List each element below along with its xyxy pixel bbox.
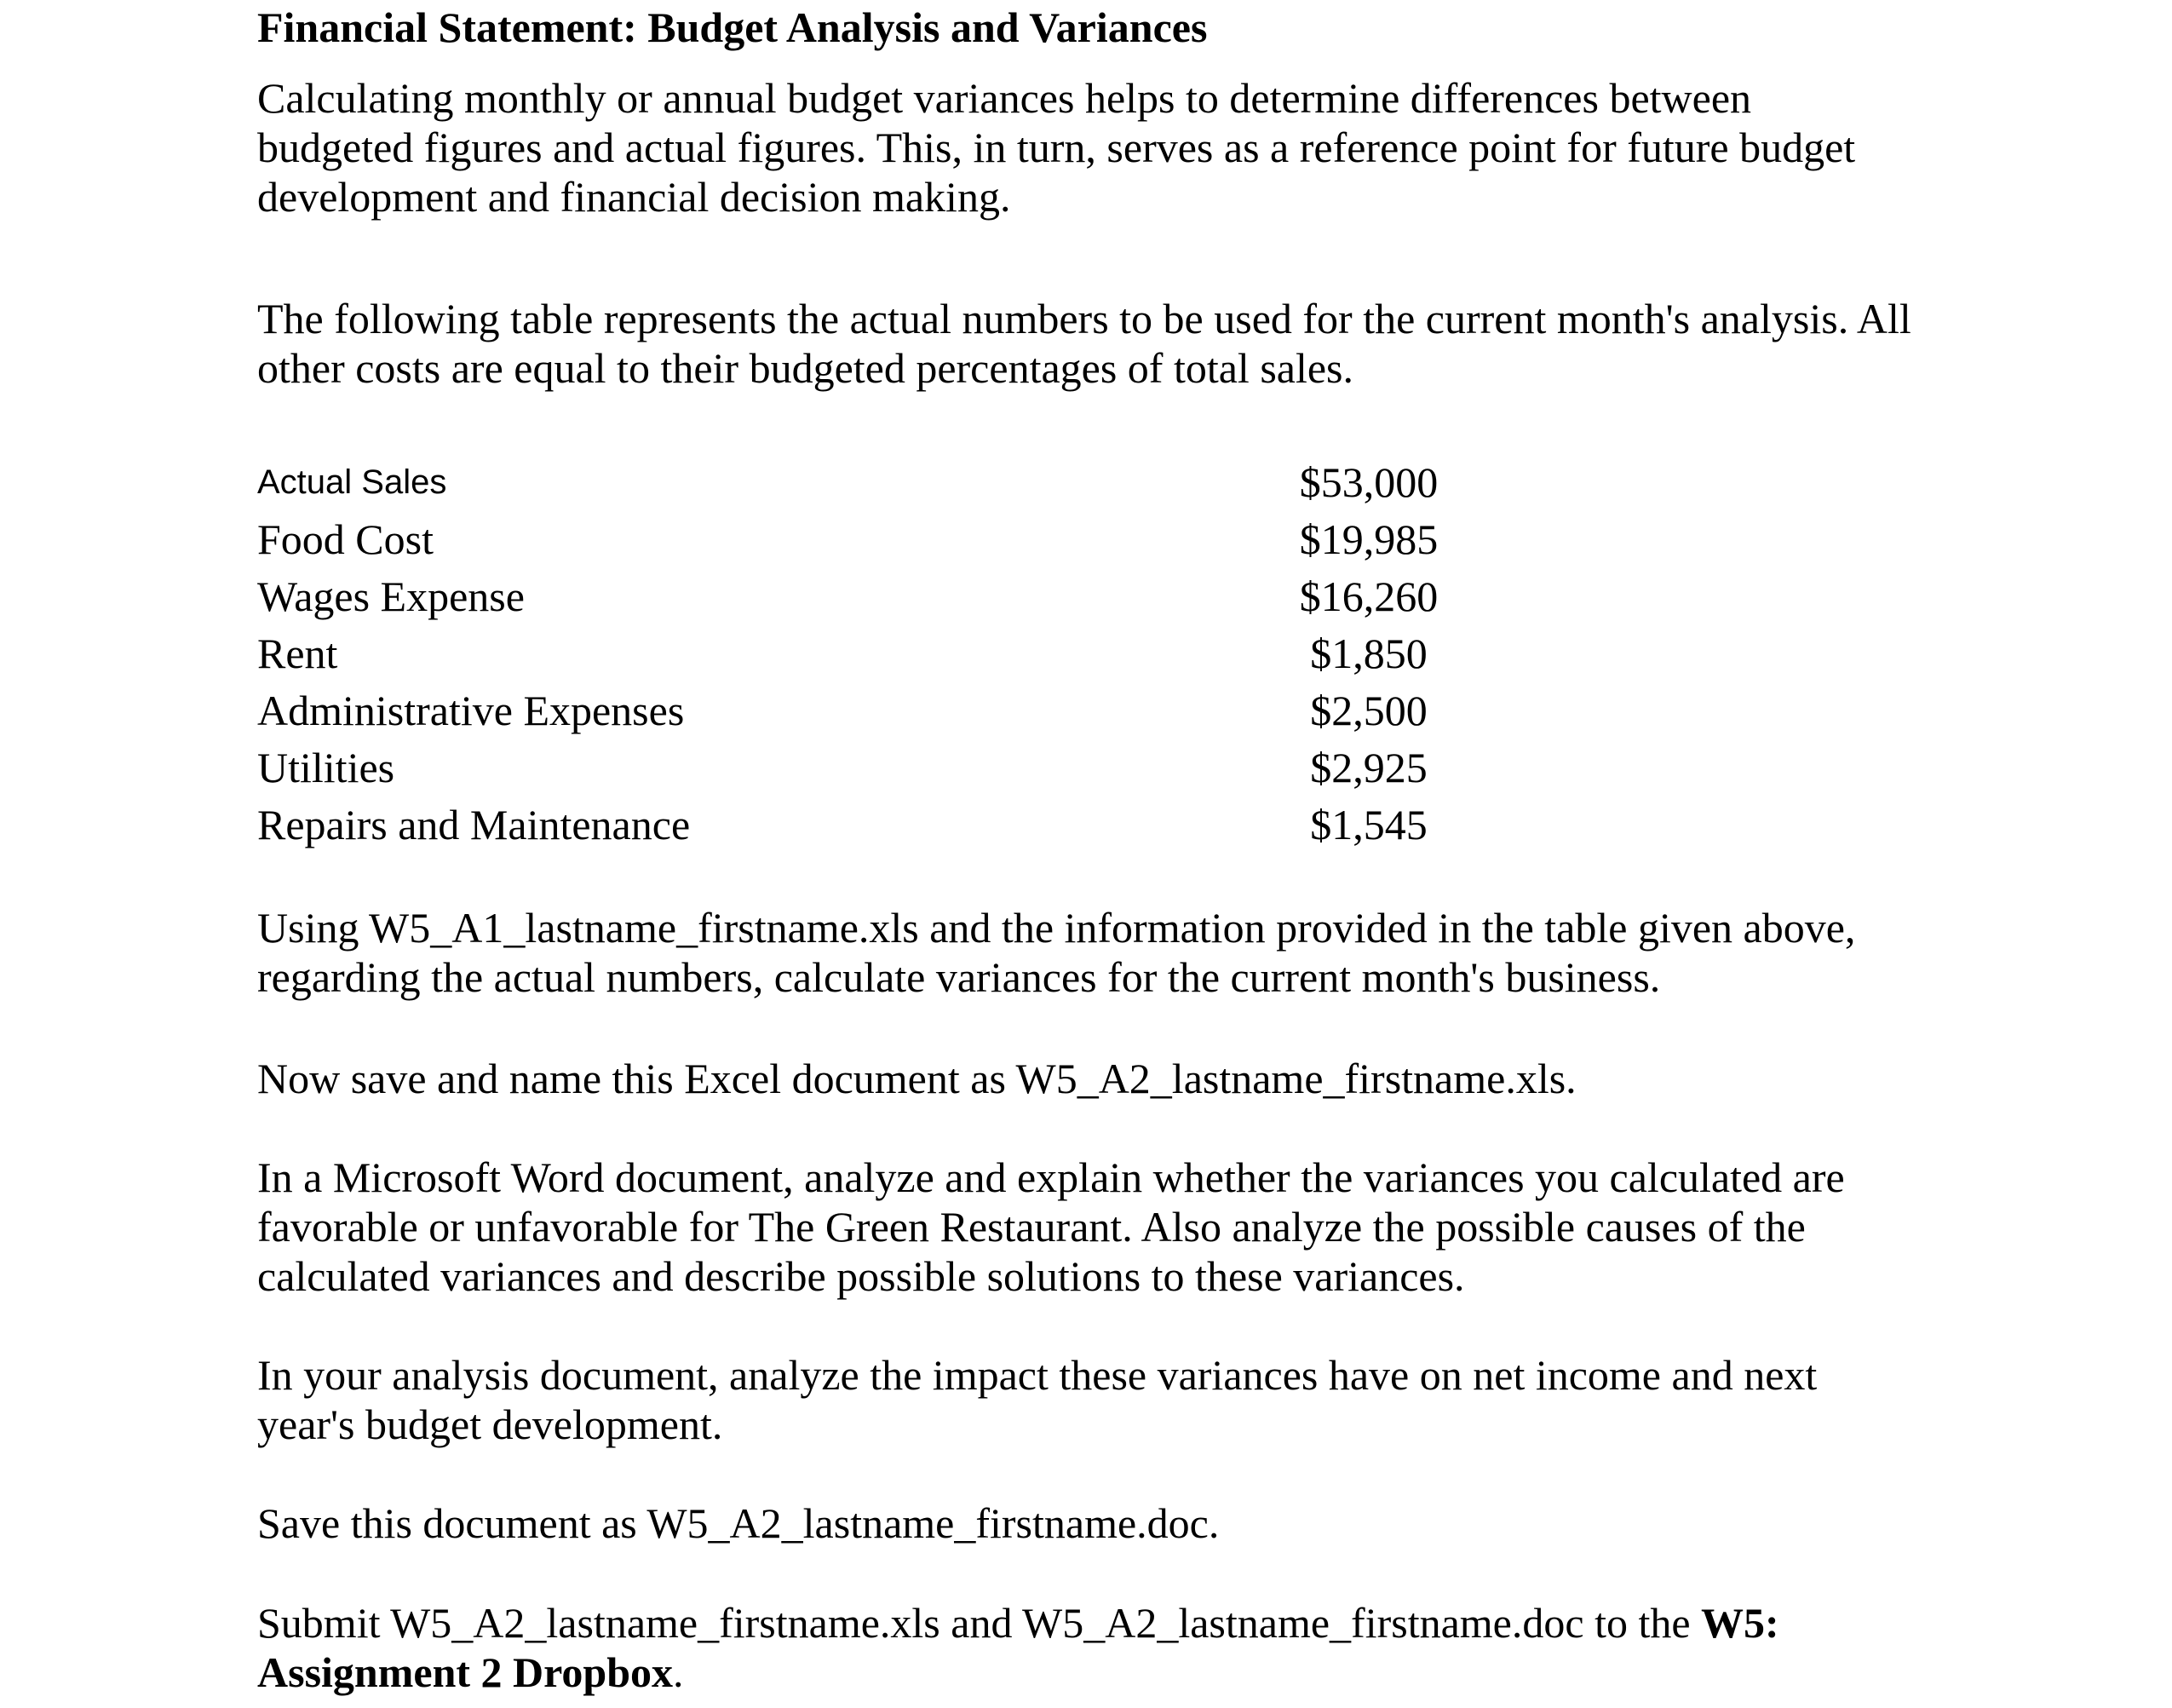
table-row <box>257 629 1428 686</box>
page-title: Financial Statement: Budget Analysis and Variances <box>257 3 1208 51</box>
table-row <box>257 572 1439 629</box>
submit-line <box>257 1648 1961 1697</box>
calc-instruction-line: Using W5_A1_lastname_firstname.xls and the information provided in the table given above, <box>257 904 1856 952</box>
row-label: Repairs and Maintenance <box>257 801 691 848</box>
intro-line: budgeted figures and actual figures. This, in turn, serves as a reference point for future budget <box>257 124 1856 171</box>
row-label: Actual Sales <box>257 463 447 501</box>
actuals-table <box>257 457 1439 857</box>
table-intro-paragraph <box>257 294 1961 393</box>
save-excel-paragraph <box>257 1054 1961 1103</box>
table-row <box>257 457 1439 515</box>
submit-text: Submit W5_A2_lastname_firstname.xls and W5_A2_lastname_firstname.doc to the <box>257 1599 1702 1647</box>
save-doc-line: Save this document as W5_A2_lastname_firstname.doc. <box>257 1499 1220 1547</box>
word-instruction-line: favorable or unfavorable for The Green Restaurant. Also analyze the possible causes of the <box>257 1203 1806 1251</box>
row-label: Administrative Expenses <box>257 687 685 734</box>
submit-paragraph <box>257 1598 1961 1697</box>
impact-instruction-paragraph <box>257 1350 1961 1449</box>
table-intro-line: The following table represents the actual numbers to be used for the current month's analysis. All <box>257 295 1911 342</box>
table-row <box>257 515 1439 572</box>
row-value: $1,850 <box>1310 630 1428 677</box>
row-value: $1,545 <box>1310 801 1428 848</box>
row-value: $16,260 <box>1299 572 1439 620</box>
calc-instruction-line: regarding the actual numbers, calculate variances for the current month's business. <box>257 953 1661 1001</box>
table-intro-line: other costs are equal to their budgeted percentages of total sales. <box>257 344 1354 392</box>
row-value: $2,925 <box>1310 744 1428 791</box>
row-label: Food Cost <box>257 515 434 563</box>
impact-instruction-line: In your analysis document, analyze the impact these variances have on net income and next <box>257 1351 1818 1399</box>
row-value: $19,985 <box>1299 515 1439 563</box>
table-row <box>257 686 1428 743</box>
row-label: Rent <box>257 630 338 677</box>
impact-instruction-line: year's budget development. <box>257 1400 723 1448</box>
submit-end: . <box>673 1648 684 1696</box>
row-value: $53,000 <box>1299 458 1439 506</box>
row-label: Utilities <box>257 744 395 791</box>
save-excel-line: Now save and name this Excel document as W5_A2_lastname_firstname.xls. <box>257 1055 1577 1102</box>
dropbox-name-part-1: W5: <box>1701 1599 1779 1647</box>
word-instruction-line: calculated variances and describe possible solutions to these variances. <box>257 1252 1465 1300</box>
table-row <box>257 743 1428 800</box>
save-doc-paragraph <box>257 1498 1961 1548</box>
submit-line <box>257 1598 1961 1648</box>
row-label: Wages Expense <box>257 572 525 620</box>
table-row <box>257 800 1428 857</box>
row-value: $2,500 <box>1310 687 1428 734</box>
word-instruction-line: In a Microsoft Word document, analyze and explain whether the variances you calculated are <box>257 1153 1845 1201</box>
dropbox-name-part-2: Assignment 2 Dropbox <box>257 1648 674 1696</box>
intro-line: Calculating monthly or annual budget variances helps to determine differences between <box>257 74 1752 122</box>
intro-line: development and financial decision making. <box>257 173 1011 221</box>
intro-paragraph <box>257 73 1961 221</box>
word-instruction-paragraph <box>257 1153 1961 1301</box>
calc-instruction-paragraph <box>257 903 1961 1002</box>
